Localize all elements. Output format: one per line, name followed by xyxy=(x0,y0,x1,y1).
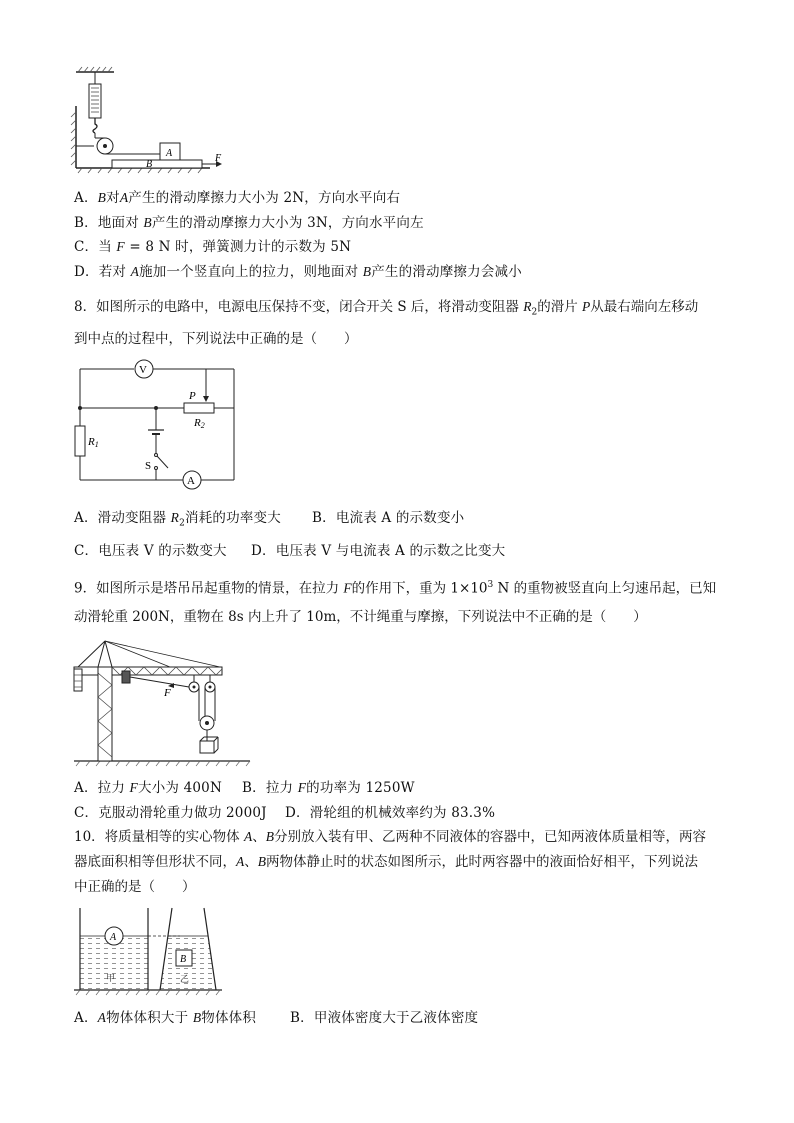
q10-label-b: B xyxy=(180,954,187,965)
q10-label-a: A xyxy=(110,932,117,943)
q8-option-b: B．电流表 A 的示数变小 xyxy=(312,510,465,526)
q8-stem-line2: 到中点的过程中，下列说法中正确的是（ ） xyxy=(74,331,358,347)
q8-circuit-figure xyxy=(72,356,242,496)
q9-option-a: A．拉力 F大小为 400N xyxy=(74,780,222,796)
r1-label-sub: 1 xyxy=(94,440,99,449)
q9-label-f: F xyxy=(164,687,171,699)
q9-stem-line1: 9．如图所示是塔吊吊起重物的情景，在拉力 F的作用下，重为 $1\times 10^3$ N 的重物被竖直向上匀速吊起，已知 xyxy=(74,580,717,597)
q9-option-b: B．拉力 F的功率为 1250W xyxy=(242,780,415,796)
q10-containers-figure xyxy=(72,906,232,998)
q9-stem-line2: 动滑轮重 200N，重物在 8s 内上升了 10m，不计绳重与摩擦，下列说法中不正确的是（ ） xyxy=(74,609,647,625)
slider-p-label: P xyxy=(189,390,196,402)
switch-s-label: S xyxy=(145,460,152,472)
q10-option-a: A．A物体体积大于 B物体体积 xyxy=(74,1010,257,1026)
q7-option-a: A．B对A产生的滑动摩擦力大小为 2N，方向水平向右 xyxy=(74,190,401,206)
q9-option-c: C．克服动滑轮重力做功 2000J xyxy=(74,805,267,821)
q10-option-b: B．甲液体密度大于乙液体密度 xyxy=(290,1010,479,1026)
q10-stem-line3: 中正确的是（ ） xyxy=(74,879,196,895)
r2-label-r: R xyxy=(194,417,201,429)
r2-label-sub: 2 xyxy=(200,421,205,430)
q7-option-c: C．当 F = 8 N 时，弹簧测力计的示数为 5N xyxy=(74,239,352,255)
q8-option-c: C．电压表 V 的示数变大 xyxy=(74,543,227,559)
q7-figure xyxy=(70,66,230,176)
q9-crane-figure xyxy=(70,633,256,769)
q10-stem-line1: 10．将质量相等的实心物体 A、B分别放入装有甲、乙两种不同液体的容器中，已知两液体质量相等，两容 xyxy=(74,829,706,845)
r2-label xyxy=(193,417,205,430)
q7-label-b: B xyxy=(146,159,153,170)
q10-label-jia: 甲 xyxy=(106,973,116,983)
voltmeter-label: V xyxy=(139,364,147,376)
ammeter-label: A xyxy=(187,475,195,487)
q9-option-d: D．滑轮组的机械效率约为 83.3% xyxy=(285,805,496,821)
q7-label-f: F xyxy=(215,153,222,164)
q10-stem-line2: 器底面积相等但形状不同，A、B两物体静止时的状态如图所示，此时两容器中的液面恰好相平，下列说法 xyxy=(74,854,698,870)
q7-option-d: D．若对 A施加一个竖直向上的拉力，则地面对 B产生的滑动摩擦力会减小 xyxy=(74,264,522,280)
r1-label xyxy=(87,436,99,449)
q8-option-a: A．滑动变阻器 $R_2$消耗的功率变大 xyxy=(74,510,281,529)
r1-label-r: R xyxy=(88,436,95,448)
q7-label-a: A xyxy=(166,148,173,159)
q8-option-d: D．电压表 V 与电流表 A 的示数之比变大 xyxy=(251,543,506,559)
q10-label-yi: 乙 xyxy=(180,974,190,984)
q8-stem-line1: 8．如图所示的电路中，电源电压保持不变，闭合开关 S 后，将滑动变阻器 $R_2$的滑片 P从最右端向左移动 xyxy=(74,299,699,318)
q7-option-b: B．地面对 B产生的滑动摩擦力大小为 3N，方向水平向左 xyxy=(74,215,424,231)
